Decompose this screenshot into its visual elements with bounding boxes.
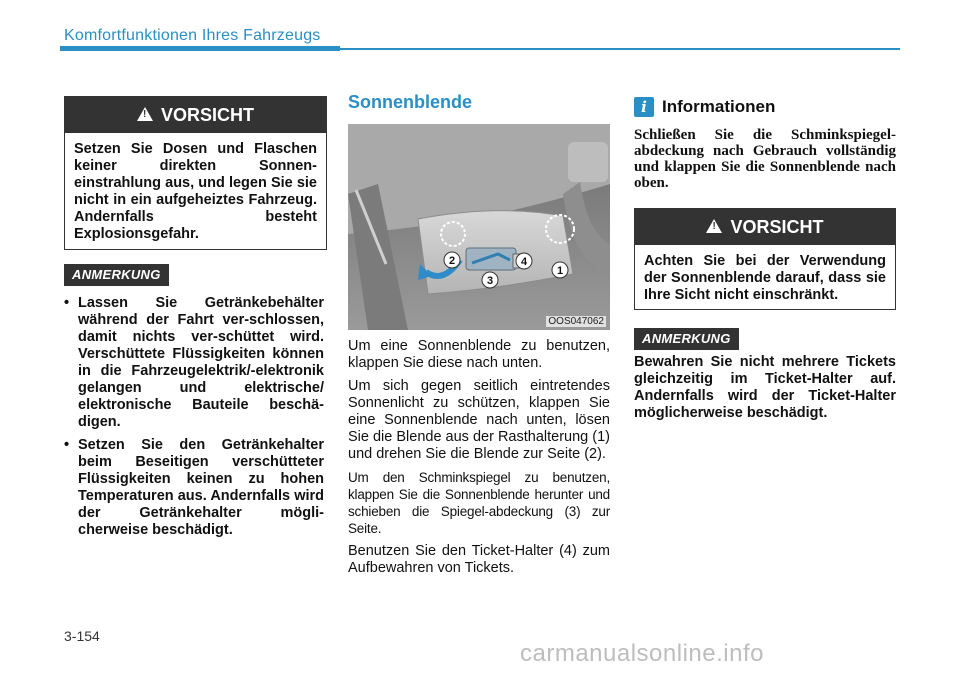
caution-header [635,209,895,245]
header-accent-bar [60,46,340,51]
sun-visor-drawing [348,124,610,330]
watermark: carmanualsonline.info [520,640,764,667]
paragraph: Um eine Sonnenblende zu benutzen, klappen Sie diese nach unten. [348,338,610,371]
section-header: Komfortfunktionen Ihres Fahrzeugs [64,27,321,44]
paragraph: Benutzen Sie den Ticket-Halter (4) zum Aufbewahren von Tickets. [348,543,610,576]
note-bullet-list [64,295,324,545]
callout-3: 3 [486,275,494,287]
paragraph: Um sich gegen seitlich eintretendes Sonnenlicht zu schützen, klappen Sie eine Sonnenblende nach unten, lösen Sie die Blende aus der Rasthalterung (1) und drehen Sie die Blende zur Seite (2). [348,378,610,462]
caution-box-right [634,208,896,310]
warning-icon [137,107,153,121]
callout-1: 1 [556,265,564,277]
note-label-right: ANMERKUNG [634,328,739,350]
callout-4: 4 [520,256,528,268]
info-title: Informationen [662,97,776,116]
page-number: 3-154 [64,628,100,644]
callout-2: 2 [448,255,456,267]
bullet-icon: • [64,437,70,453]
list-item: • Setzen Sie den Getränkehalter beim Beseitigen verschütteter Flüssigkeiten keinen zu hohen Temperaturen aus. Andernfalls wird der Getränkehalter mögli-cherweise beschädigt. [64,437,324,538]
section-title: Sonnenblende [348,92,473,112]
header-rule [340,48,900,50]
caution-text: Setzen Sie Dosen und Flaschen keiner direkten Sonnen-einstrahlung aus, und legen Sie sie nicht in ein aufgeheiztes Fahrzeug. Andernfalls besteht Explosionsgefahr. [74,141,317,242]
note-label-left: ANMERKUNG [64,264,169,286]
list-item: • Lassen Sie Getränkebehälter während der Fahrt ver-schlossen, damit nichts ver-schüttet wird. Verschüttete Flüssigkeiten können in die Fahrzeugelektrik/-elektronik gelangen und elektrische/ elektronische Bauteile beschä-digen. [64,295,324,430]
paragraph: Um den Schminkspiegel zu benutzen, klappen Sie die Sonnenblende herunter und schieben die Spiegel-abdeckung (3) zur Seite. [348,470,610,536]
sun-visor-instructions [348,338,610,583]
warning-icon [706,219,722,233]
note-text-right: Bewahren Sie nicht mehrere Tickets gleichzeitig im Ticket-Halter auf. Andernfalls wird der Ticket-Halter möglicherweise beschädigt. [634,354,896,421]
caution-text: Achten Sie bei der Verwendung der Sonnenblende darauf, dass sie Ihre Sicht nicht einschränkt. [644,253,886,303]
caution-box-left [64,96,327,250]
info-text: Schließen Sie die Schminkspiegel-abdeckung nach Gebrauch vollständig und klappen Sie die Sonnenblende nach oben. [634,127,896,191]
info-icon: i [634,97,654,117]
figure-code: OOS047062 [548,316,604,327]
caution-label: VORSICHT [160,104,254,125]
caution-header [65,97,326,133]
sun-visor-illustration [348,124,610,330]
caution-label: VORSICHT [730,216,824,237]
info-header [634,97,775,117]
bullet-icon: • [64,295,70,311]
